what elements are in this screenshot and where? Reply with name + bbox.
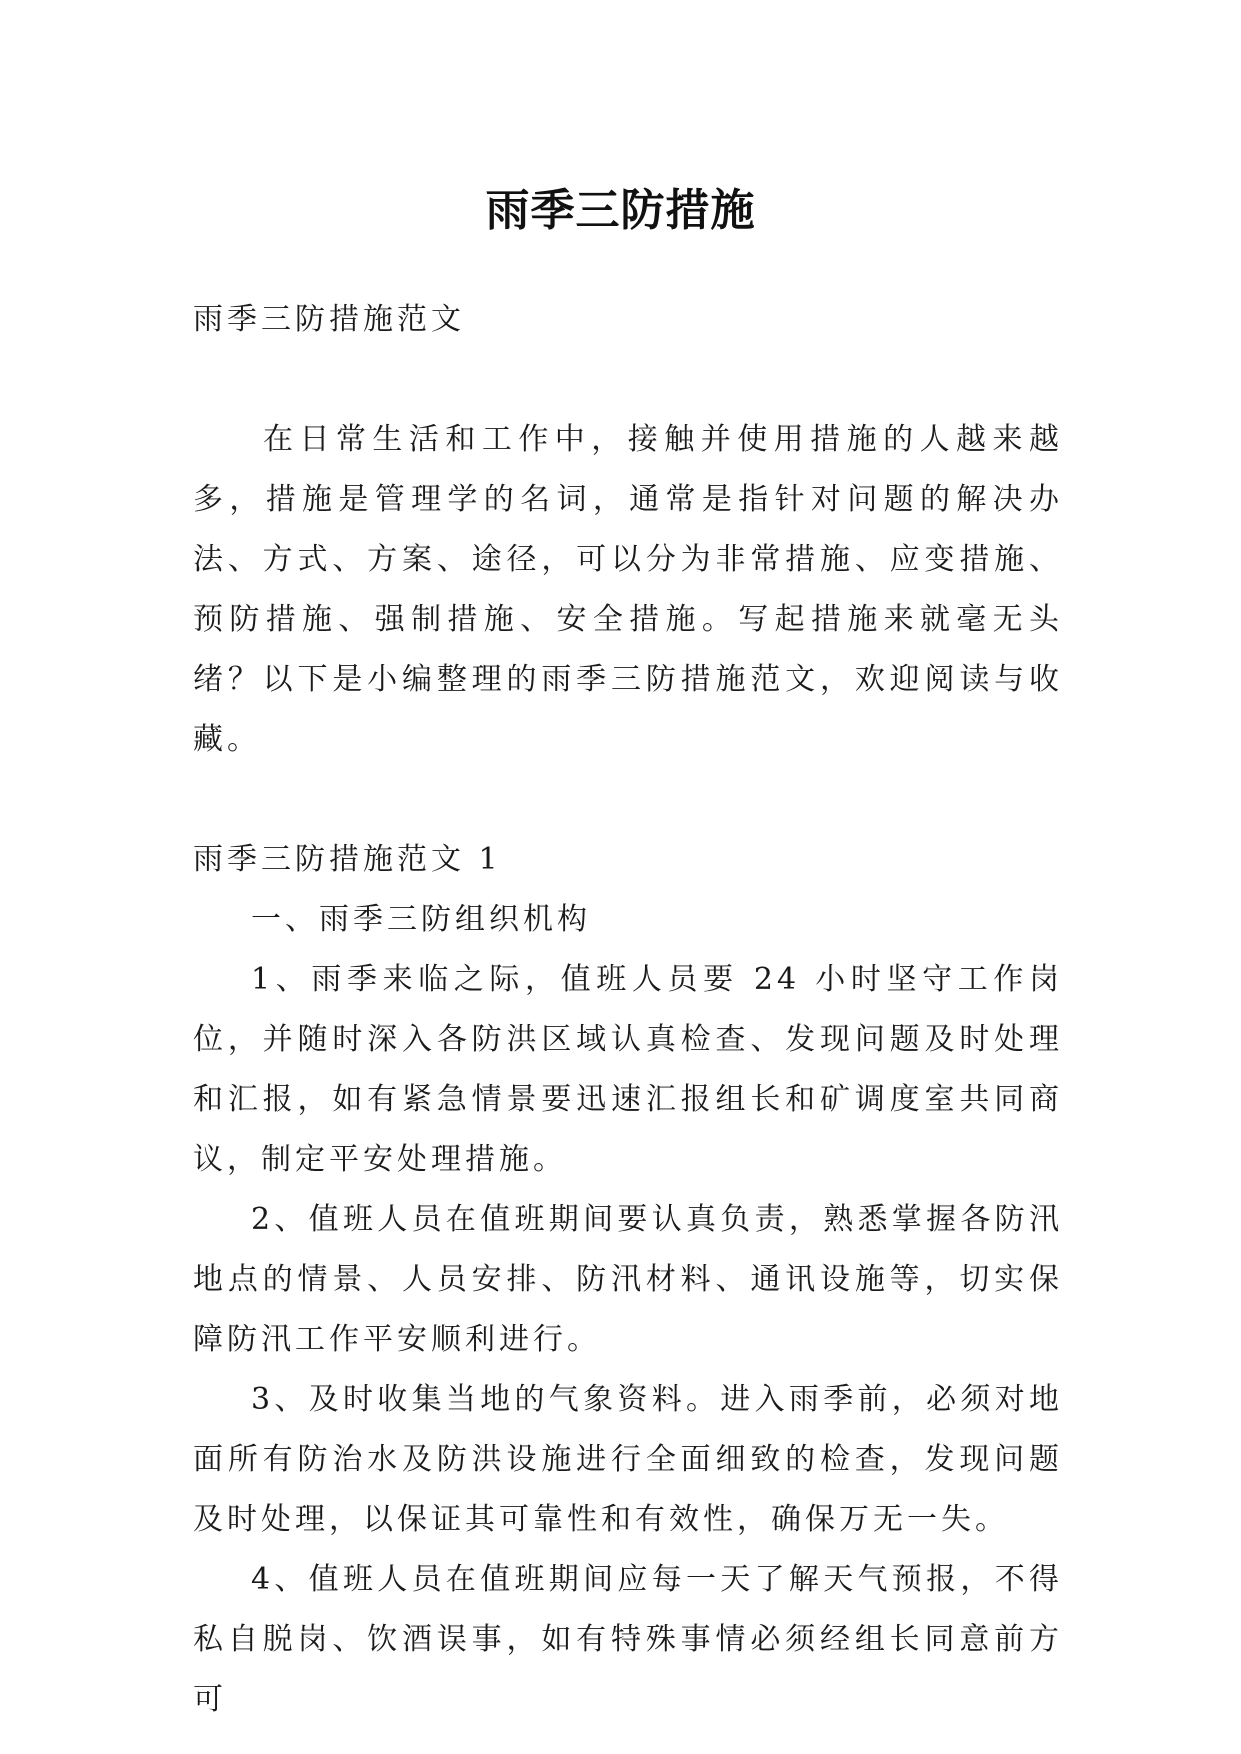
list-item: 2、值班人员在值班期间要认真负责，熟悉掌握各防汛地点的情景、人员安排、防汛材料、通讯设施等，切实保障防汛工作平安顺利进行。 [193, 1202, 1063, 1357]
intro-paragraph: 在日常生活和工作中，接触并使用措施的人越来越多，措施是管理学的名词，通常是指针对问题的解决办法、方式、方案、途径，可以分为非常措施、应变措施、预防措施、强制措施、安全措施。写起措施来就毫无头绪？以下是小编整理的雨季三防措施范文，欢迎阅读与收藏。 [193, 422, 1063, 757]
document-title: 雨季三防措施 [485, 185, 756, 237]
list-item: 3、及时收集当地的气象资料。进入雨季前，必须对地面所有防治水及防洪设施进行全面细致的检查，发现问题及时处理，以保证其可靠性和有效性，确保万无一失。 [193, 1382, 1063, 1537]
document-subtitle: 雨季三防措施范文 [193, 302, 465, 337]
list-item: 4、值班人员在值班期间应每一天了解天气预报，不得私自脱岗、饮酒误事，如有特殊事情必须经组长同意前方可 [193, 1562, 1063, 1717]
list-item: 1、雨季来临之际，值班人员要 24 小时坚守工作岗位，并随时深入各防洪区域认真检查、发现问题及时处理和汇报，如有紧急情景要迅速汇报组长和矿调度室共同商议，制定平安处理措施。 [193, 962, 1063, 1177]
section-subheading: 一、雨季三防组织机构 [251, 902, 591, 937]
document-body [193, 290, 1063, 1730]
section-heading: 雨季三防措施范文 1 [193, 842, 502, 877]
